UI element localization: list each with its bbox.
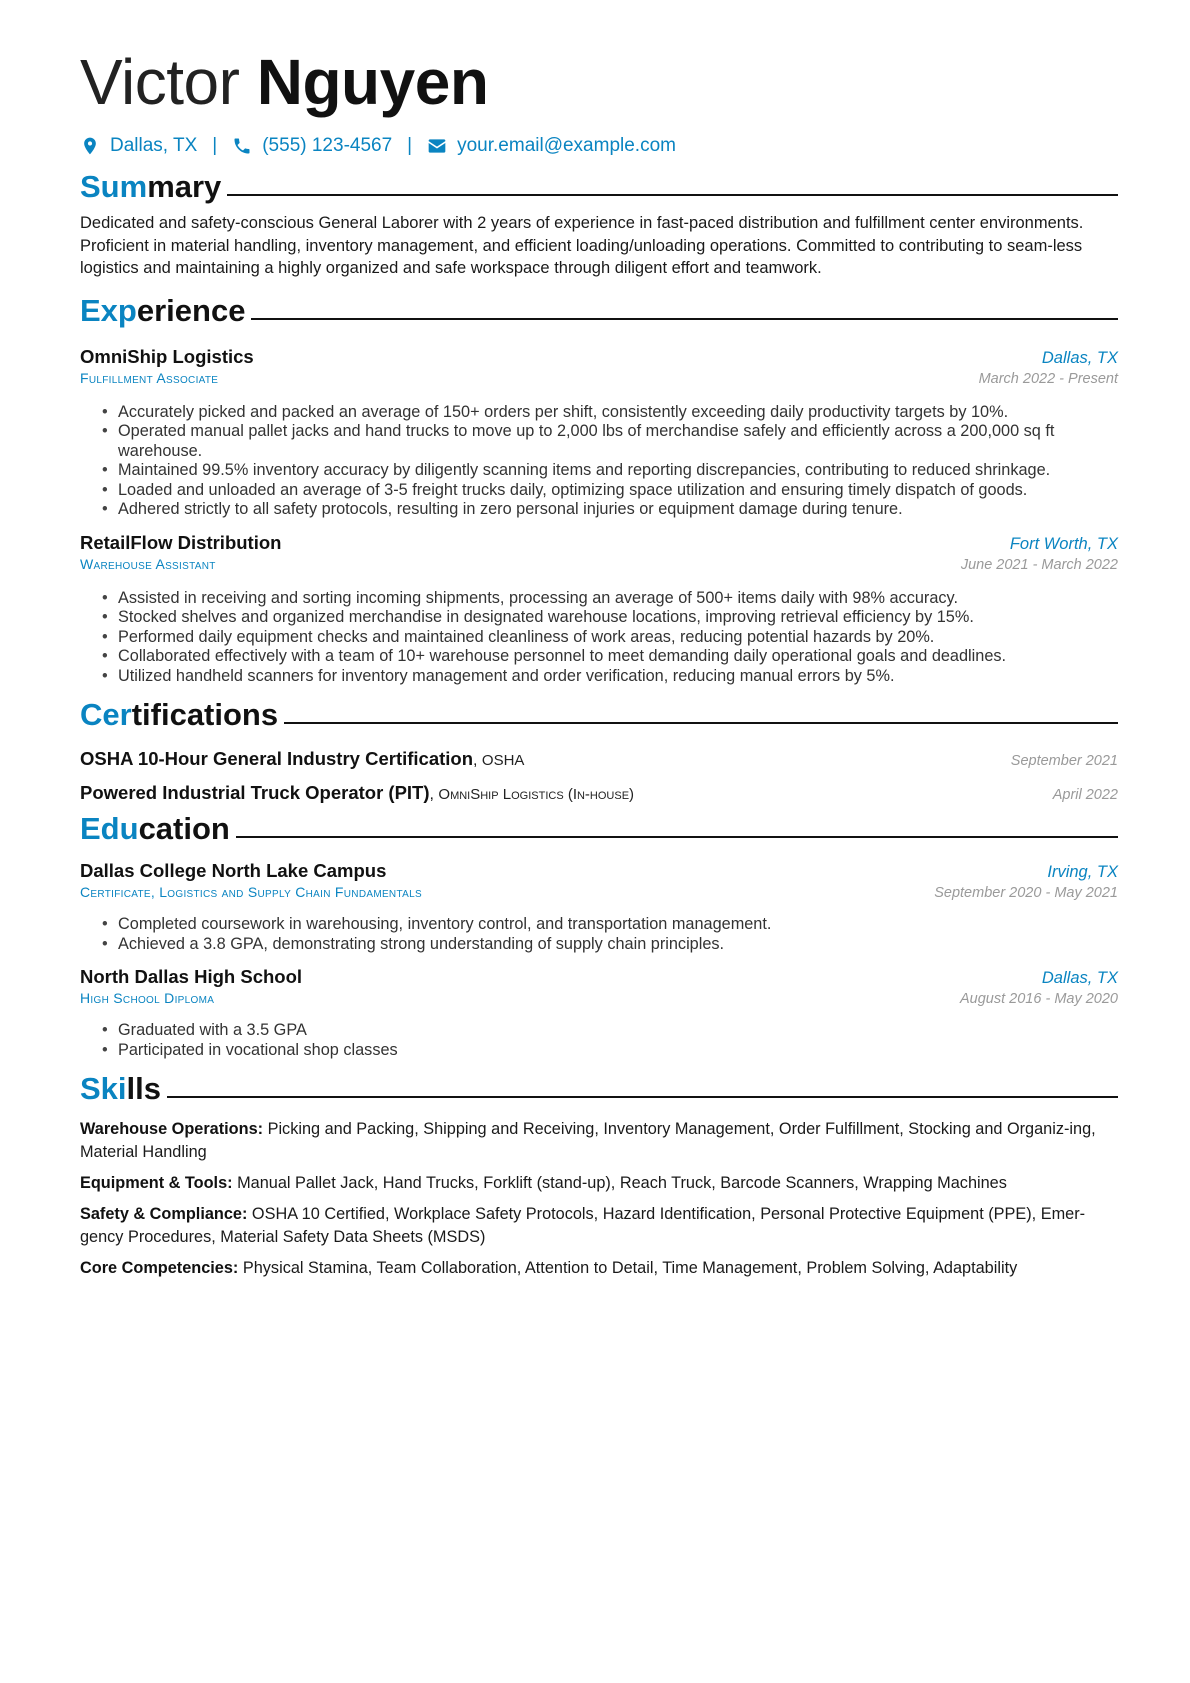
entry-location: Dallas, TX (1041, 969, 1118, 987)
entry-header (80, 860, 1118, 882)
certification-date: April 2022 (1052, 787, 1118, 803)
skill-label: Safety & Compliance: (80, 1205, 248, 1223)
section-rule (251, 318, 1118, 320)
map-pin-icon (80, 136, 100, 156)
skill-group (80, 1203, 1118, 1249)
section-header-education (80, 810, 1118, 848)
entry-subheader (80, 370, 1118, 387)
bullet-list (80, 403, 1118, 520)
education-entry (80, 860, 1118, 954)
contact-line (80, 132, 1118, 160)
section-header-certifications (80, 696, 1118, 734)
entry-header (80, 966, 1118, 988)
bullet-item: • Utilized handheld scanners for inventory management and order verification, reducing manual errors by 5%. (102, 667, 1118, 687)
email-link[interactable]: your.email@example.com (457, 135, 676, 156)
skill-group (80, 1118, 1118, 1164)
experience-entry (80, 346, 1118, 520)
skill-values: Picking and Packing, Shipping and Receiving, Inventory Management, Order Fulfillment, Stocking and Organiz-ing, Material Handling (80, 1120, 1096, 1161)
skill-values: Physical Stamina, Team Collaboration, Attention to Detail, Time Management, Problem Solving, Adaptability (242, 1259, 1018, 1277)
bullet-item: • Loaded and unloaded an average of 3-5 freight trucks daily, optimizing space utilization and ensuring timely dispatch of goods. (102, 481, 1118, 501)
entry-dates: August 2016 - May 2020 (960, 991, 1118, 1007)
bullet-item: • Participated in vocational shop classes (102, 1041, 1118, 1061)
bullet-item: • Achieved a 3.8 GPA, demonstrating strong understanding of supply chain principles. (102, 935, 1118, 955)
contact-separator: | (407, 135, 413, 156)
bullet-item: • Assisted in receiving and sorting incoming shipments, processing an average of 500+ items daily with 98% accuracy. (102, 589, 1118, 609)
contact-separator: | (212, 135, 218, 156)
experience-entry (80, 532, 1118, 687)
section-rule (227, 194, 1118, 196)
job-role: Warehouse Assistant (80, 555, 216, 572)
contact-phone[interactable] (232, 135, 392, 157)
summary-text: Dedicated and safety-conscious General Laborer with 2 years of experience in fast-paced distribution and fulfillment center environments. Proficient in material handling, inventory management, and efficient loading/unloading operations. Committed to contributing to seam-less logistics and maintaining a highly organized and safe workspace through diligent effort and teamwork. (80, 214, 1084, 277)
skill-group (80, 1257, 1118, 1280)
phone-text: (555) 123-4567 (262, 135, 393, 156)
certification-issuer: OmniShip Logistics (In-house) (438, 786, 635, 803)
contact-location (80, 135, 197, 157)
certification-date: September 2021 (1010, 753, 1118, 769)
skill-values: OSHA 10 Certified, Workplace Safety Protocols, Hazard Identification, Personal Protective Equipment (PPE), Emer-gency Procedures, Material Safety Data Sheets (MSDS) (80, 1205, 1086, 1246)
section-title: Experience (80, 292, 246, 328)
degree-name: Certificate, Logistics and Supply Chain Fundamentals (80, 884, 422, 900)
section-rule (284, 722, 1118, 724)
bullet-item: • Collaborated effectively with a team of 10+ warehouse personnel to meet demanding daily operational goals and deadlines. (102, 647, 1118, 667)
section-header-experience (80, 292, 1118, 330)
bullet-item: • Graduated with a 3.5 GPA (102, 1021, 1118, 1041)
skill-label: Core Competencies: (80, 1259, 239, 1277)
certification-item: Powered Industrial Truck Operator (PIT), OmniShip Logistics (In-house) April 2022 (80, 782, 1118, 803)
skill-values: Manual Pallet Jack, Hand Trucks, Forklift (stand-up), Reach Truck, Barcode Scanners, Wrapping Machines (237, 1174, 1007, 1192)
entry-dates: March 2022 - Present (978, 370, 1118, 387)
entry-header (80, 346, 1118, 368)
resume-page (80, 0, 1118, 1280)
section-title: Skills (80, 1071, 161, 1106)
bullet-item: • Stocked shelves and organized merchandise in designated warehouse locations, improving retrieval efficiency by 15%. (102, 608, 1118, 628)
entry-header (80, 532, 1118, 554)
bullet-item: • Performed daily equipment checks and maintained cleanliness of work areas, reducing potential hazards by 20%. (102, 628, 1118, 648)
degree-name: High School Diploma (80, 990, 215, 1006)
candidate-name (80, 44, 1118, 120)
envelope-icon (427, 136, 447, 156)
bullet-item: • Completed coursework in warehousing, inventory control, and transportation management. (102, 915, 1118, 935)
bullet-item: • Adhered strictly to all safety protocols, resulting in zero personal injuries or equipment damage during tenure. (102, 500, 1118, 520)
section-title: Certifications (80, 697, 279, 732)
entry-location: Dallas, TX (1041, 348, 1118, 367)
school-name: Dallas College North Lake Campus (80, 860, 387, 881)
entry-subheader (80, 884, 1118, 901)
bullet-list (80, 589, 1118, 687)
section-title: Summary (80, 169, 222, 204)
bullet-list (80, 915, 1118, 954)
first-name: Victor (80, 46, 240, 118)
entry-location: Fort Worth, TX (1009, 534, 1118, 553)
last-name: Nguyen (256, 46, 489, 118)
section-header-summary (80, 168, 1118, 206)
skill-group (80, 1172, 1118, 1195)
entry-location: Irving, TX (1047, 863, 1118, 881)
location-text: Dallas, TX (110, 135, 198, 156)
bullet-item: • Accurately picked and packed an average of 150+ orders per shift, consistently exceeding daily productivity targets by 10%. (102, 403, 1118, 423)
entry-dates: September 2020 - May 2021 (934, 885, 1118, 901)
company-name: RetailFlow Distribution (80, 531, 282, 553)
section-rule (236, 836, 1118, 838)
skill-label: Warehouse Operations: (80, 1120, 264, 1138)
entry-subheader (80, 556, 1118, 573)
certification-item: OSHA 10-Hour General Industry Certification, OSHA September 2021 (80, 748, 1118, 769)
entry-dates: June 2021 - March 2022 (960, 556, 1118, 573)
school-name: North Dallas High School (80, 966, 303, 987)
bullet-item: • Maintained 99.5% inventory accuracy by diligently scanning items and reporting discrepancies, contributing to reduced shrinkage. (102, 461, 1118, 481)
bullet-item: • Operated manual pallet jacks and hand trucks to move up to 2,000 lbs of merchandise safely and efficiently across a 200,000 sq ft warehouse. (102, 422, 1118, 461)
section-header-skills (80, 1070, 1118, 1108)
certification-name: Powered Industrial Truck Operator (PIT) (80, 782, 430, 803)
contact-email[interactable] (427, 135, 676, 157)
entry-subheader (80, 990, 1118, 1007)
section-rule (167, 1096, 1118, 1098)
section-title: Education (80, 811, 230, 846)
certification-issuer: OSHA (481, 752, 525, 769)
bullet-list (80, 1021, 1118, 1060)
education-entry (80, 966, 1118, 1060)
company-name: OmniShip Logistics (80, 345, 254, 367)
phone-icon (232, 136, 252, 156)
job-role: Fulfillment Associate (80, 369, 219, 386)
skill-label: Equipment & Tools: (80, 1174, 233, 1192)
certification-name: OSHA 10-Hour General Industry Certification (80, 748, 474, 769)
